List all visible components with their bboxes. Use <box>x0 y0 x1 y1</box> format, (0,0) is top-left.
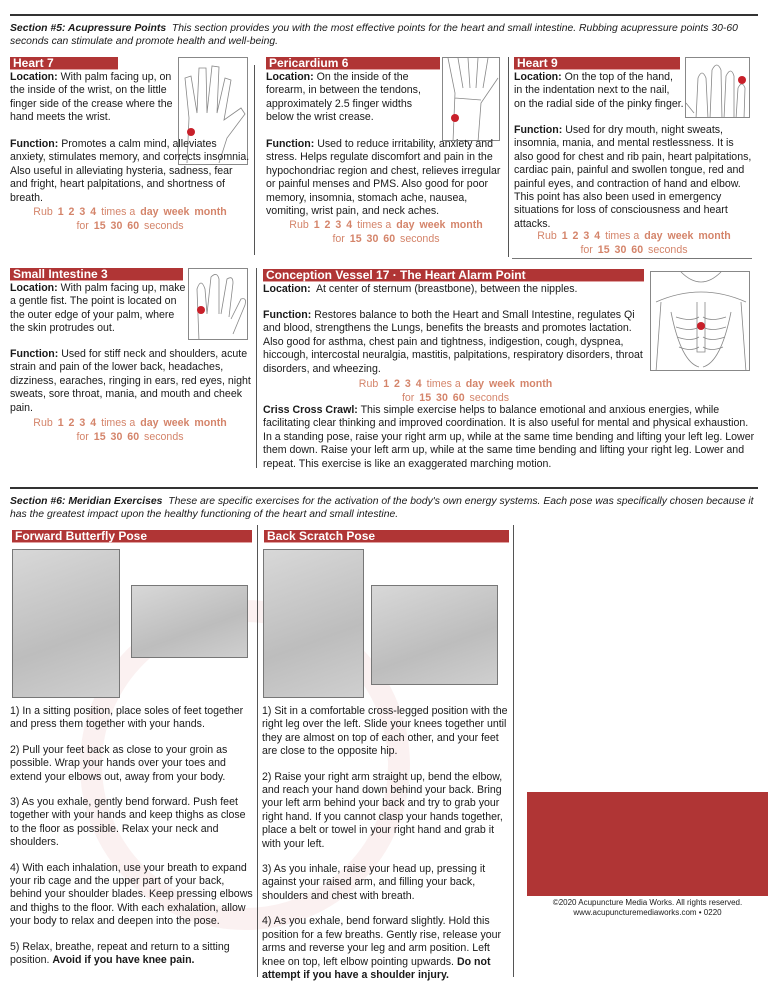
rub-count-option: 3 <box>335 219 342 231</box>
heart7-location-text: With palm facing up, on the inside of the wrist, on the little finger side of the crease where the hand meets the wrist. <box>10 71 173 124</box>
for-label: for <box>332 232 345 245</box>
pericardium6-point-marker <box>451 114 459 122</box>
rub-frequency-line <box>266 219 506 233</box>
duration-option: 60 <box>452 391 465 404</box>
heart7-function <box>10 138 250 205</box>
section5-intro <box>10 22 754 48</box>
butterfly-step-text: 5) Relax, breathe, repeat and return to a sitting position. <box>10 940 230 967</box>
section6-title: Section #6: Meridian Exercises <box>10 496 163 507</box>
function-label: Function: <box>263 309 312 321</box>
heart9-header: Heart 9 <box>514 57 680 70</box>
rub-duration-line <box>10 431 250 445</box>
column-divider <box>254 65 255 255</box>
si3-header: Small Intestine 3 <box>10 268 183 281</box>
duration-option: 15 <box>419 391 432 404</box>
period-option: month <box>519 378 553 390</box>
butterfly-header: Forward Butterfly Pose <box>12 530 252 543</box>
rub-count-option: 1 <box>561 230 568 242</box>
section6-text: These are specific exercises for the activation of the body's own energy systems. Each pose was specifically chosen because it has the greatest impact upon the healthy functioning of the heart and small intestine. <box>10 496 754 520</box>
column-divider <box>513 525 514 977</box>
si3-location <box>10 282 186 336</box>
butterfly-warning: Avoid if you have knee pain. <box>52 954 195 967</box>
rub-count-option: 4 <box>594 230 601 242</box>
heart9-function <box>514 124 754 231</box>
duration-option: 30 <box>436 391 448 404</box>
seconds-label: seconds <box>400 232 440 245</box>
rub-count-option: 1 <box>57 206 64 218</box>
seconds-label: seconds <box>144 219 184 232</box>
times-label: times a <box>605 230 640 242</box>
rub-count-option: 1 <box>383 378 390 390</box>
backscratch-step-text: 4) As you exhale, bend forward slightly. Hold this position for a few breaths. Gently rise, release your arms and reverse your leg and arm position. Left knee on top, left elbow pointing upwards. <box>262 915 502 968</box>
heart9-point-marker <box>738 76 746 84</box>
rub-count-option: 2 <box>572 230 579 242</box>
seconds-label: seconds <box>469 391 510 404</box>
cv17-header: Conception Vessel 17 · The Heart Alarm Point <box>263 269 644 282</box>
period-option: month <box>194 206 227 218</box>
pericardium6-function <box>266 138 506 218</box>
butterfly-steps <box>10 705 254 968</box>
backscratch-header: Back Scratch Pose <box>264 530 509 543</box>
backscratch-step: 1) Sit in a comfortable cross-legged position with the right leg over the left. Slide your knees together until they are almost on top of each other, and your feet are close to the opposite hip. <box>262 705 508 758</box>
heart9-location <box>514 71 684 111</box>
column-divider <box>508 57 509 257</box>
period-option: month <box>450 219 483 231</box>
butterfly-step: 2) Pull your feet back as close to your groin as possible. Wrap your hands over your toes and extend your elbows out, away from your body. <box>10 743 228 783</box>
function-label: Function: <box>266 138 315 150</box>
rub-count-option: 3 <box>404 378 411 390</box>
si3-rub-schedule <box>10 417 250 444</box>
copyright-text: ©2020 Acupuncture Media Works. All rights reserved. <box>552 898 743 907</box>
rub-count-option: 1 <box>313 219 320 231</box>
si3-hand-illustration <box>188 268 248 340</box>
rub-label: Rub <box>358 378 379 390</box>
rub-duration-line <box>266 233 506 247</box>
rub-label: Rub <box>33 206 53 218</box>
butterfly-step: 1) In a sitting position, place soles of feet together and press them together with your hands. <box>10 705 244 731</box>
cv17-rub-schedule <box>263 378 648 405</box>
duration-option: 60 <box>127 430 140 443</box>
pericardium6-header: Pericardium 6 <box>266 57 440 70</box>
times-label: times a <box>101 206 136 218</box>
rub-label: Rub <box>289 219 309 231</box>
heart9-hand-illustration <box>685 57 750 118</box>
period-option: week <box>163 417 190 429</box>
duration-option: 15 <box>349 232 362 245</box>
rub-count-option: 2 <box>324 219 331 231</box>
heart7-point-marker <box>187 128 195 136</box>
rub-frequency-line <box>10 417 250 431</box>
location-label: Location: <box>10 282 58 294</box>
section5-text: This section provides you with the most effective points for the heart and small intestine. Rubbing acupressure points 30-60 seconds can stimulate and promote health and well-being. <box>10 23 738 47</box>
rub-duration-line <box>514 244 754 258</box>
period-option: day <box>644 230 663 242</box>
pericardium6-location <box>266 71 442 125</box>
backscratch-photo-forward <box>371 585 498 685</box>
section6-intro <box>10 495 754 521</box>
si3-function-text: Used for stiff neck and shoulders, acute strain and pain of the lower back, headaches, dizziness, earaches, ringing in ears, red eyes, night sweats, sore throat, mania, and mouth and cheek pain. <box>10 348 251 414</box>
duration-option: 30 <box>366 232 379 245</box>
cv17-location-text: At center of sternum (breastbone), between the nipples. <box>315 283 578 295</box>
heart9-rub-schedule <box>514 230 754 257</box>
duration-option: 30 <box>614 243 627 256</box>
footer <box>527 898 768 918</box>
backscratch-step <box>262 915 508 982</box>
butterfly-step <box>10 941 254 968</box>
rub-count-option: 4 <box>346 219 353 231</box>
backscratch-step: 2) Raise your right arm straight up, bend the elbow, and reach your hand down behind your back. Bring your left arm behind your back and try to grab your right hand. If you cannot clasp your hands together, place a belt or towel in your right hand and grab it with your left. <box>262 770 503 850</box>
pericardium6-function-text: Used to reduce irritability, anxiety and stress. Helps regulate discomfort and pain in the hypochondriac region and chest, relieves irregular or painful menses and PMS. Also good for poor memory, insomnia, stomach ache, nausea, vomiting, wrist pain, and neck aches. <box>266 138 501 218</box>
rub-duration-line <box>263 392 648 406</box>
period-option: month <box>194 417 227 429</box>
rub-count-option: 1 <box>57 417 64 429</box>
cv17-chest-illustration <box>650 271 750 371</box>
for-label: for <box>580 243 593 256</box>
for-label: for <box>401 391 415 404</box>
period-option: week <box>163 206 190 218</box>
rub-count-option: 3 <box>79 417 86 429</box>
times-label: times a <box>426 378 461 390</box>
butterfly-step: 4) With each inhalation, use your breath to expand your rib cage and the upper part of your back, behind your shoulder blades. Keep pressing elbows and thighs to the floor. With each exhalation, allow your body to relax and deepen into the pose. <box>10 861 253 928</box>
period-option: week <box>419 219 446 231</box>
location-label: Location: <box>514 71 562 83</box>
seconds-label: seconds <box>144 430 184 443</box>
cv17-location <box>263 283 648 296</box>
pericardium6-rub-schedule <box>266 219 506 246</box>
rub-duration-line <box>10 220 250 234</box>
top-rule <box>10 14 758 16</box>
rub-count-option: 3 <box>583 230 590 242</box>
function-label: Function: <box>10 348 59 360</box>
rub-count-option: 2 <box>68 417 75 429</box>
butterfly-step: 3) As you exhale, gently bend forward. Push feet together with your hands and keep thighs as close to the floor as possible. Relax your neck and shoulders. <box>10 796 246 849</box>
section6-rule <box>10 487 758 489</box>
heart7-function-text: Promotes a calm mind, alleviates anxiety, stimulates memory, and corrects insomnia. Also useful in alleviating hysteria, sadness, fear and fright, heart palpitations, and shortness of breath. <box>10 138 250 204</box>
duration-option: 60 <box>127 219 140 232</box>
heart7-location <box>10 71 176 125</box>
period-option: week <box>667 230 694 242</box>
butterfly-photo-sitting <box>12 549 120 698</box>
function-label: Function: <box>10 138 59 150</box>
website-text: www.acupuncturemediaworks.com • 0220 <box>573 908 722 917</box>
location-label: Location: <box>266 71 314 83</box>
duration-option: 60 <box>631 243 644 256</box>
heart9-bottom-rule <box>512 258 752 259</box>
duration-option: 15 <box>93 430 106 443</box>
rub-label: Rub <box>537 230 557 242</box>
times-label: times a <box>357 219 392 231</box>
duration-option: 15 <box>93 219 106 232</box>
pericardium6-location-text: On the inside of the forearm, in between the tendons, approximately 2.5 finger widths below the wrist crease. <box>266 71 421 124</box>
pericardium6-arm-illustration <box>442 57 500 141</box>
si3-point-marker <box>197 306 205 314</box>
heart9-function-text: Used for dry mouth, night sweats, insomnia, mania, and mental restlessness. It is also good for chest and rib pain, heart palpitations, cardiac pain, painful and swollen tongue, red and painful eyes, and contraction of hand and elbow. This point has also been used in emergency situations for loss of consciousness and heart attacks. <box>514 124 752 230</box>
period-option: day <box>140 417 159 429</box>
rub-count-option: 4 <box>415 378 422 390</box>
si3-function <box>10 348 252 415</box>
seconds-label: seconds <box>648 243 688 256</box>
criss-cross-crawl <box>263 404 758 471</box>
rub-count-option: 3 <box>79 206 86 218</box>
criss-cross-label: Criss Cross Crawl: <box>263 404 358 416</box>
section5-title: Section #5: Acupressure Points <box>10 23 167 34</box>
rub-label: Rub <box>33 417 53 429</box>
rub-count-option: 2 <box>394 378 400 390</box>
backscratch-steps <box>262 705 508 982</box>
cv17-function-text: Restores balance to both the Heart and Small Intestine, regulates Qi and blood, strengthens the Lungs, benefits the breasts and promotes lactation. Also good for asthma, chest pain and tightness, indigestion, cough, dyspnea, hiccough, intercostal neuralgia, mastitis, palpitations, respiratory disorders, throat disorders, and wheezing. <box>263 309 643 375</box>
heart7-rub-schedule <box>10 206 250 233</box>
column-divider <box>257 525 258 977</box>
times-label: times a <box>101 417 136 429</box>
backscratch-warning: Do not attempt if you have a shoulder injury. <box>262 955 491 981</box>
rub-frequency-line <box>514 230 754 244</box>
rub-count-option: 4 <box>90 417 97 429</box>
period-option: day <box>140 206 159 218</box>
backscratch-step: 3) As you inhale, raise your head up, pressing it against your raised arm, and filling your back, shoulders and chest with breath. <box>262 863 486 902</box>
butterfly-photo-forward <box>131 585 248 658</box>
duration-option: 60 <box>383 232 396 245</box>
function-label: Function: <box>514 124 563 136</box>
for-label: for <box>76 430 89 443</box>
period-option: week <box>488 378 515 390</box>
heart7-header: Heart 7 <box>10 57 118 70</box>
heart9-location-text: On the top of the hand, in the indentation next to the nail, on the radial side of the pinky finger. <box>514 71 684 110</box>
column-divider <box>256 268 257 468</box>
rub-frequency-line <box>263 378 648 392</box>
duration-option: 30 <box>110 430 123 443</box>
duration-option: 15 <box>597 243 610 256</box>
rub-count-option: 4 <box>90 206 97 218</box>
cv17-function <box>263 309 648 376</box>
period-option: day <box>465 378 484 390</box>
criss-cross-text: This simple exercise helps to balance emotional and anxious energies, while facilitating clear thinking and improved coordination. It is also useful for mental and physical exhaustion. In a standing pose, raise your right arm up, while at the same time bending and lifting your left leg. Lower them down. Raise your left arm up, while at the same time bending and lifting your right leg. Lower and repeat. This exercise is like an exaggerated marching motion. <box>263 404 755 470</box>
location-label: Location: <box>263 283 311 295</box>
rub-count-option: 2 <box>68 206 75 218</box>
location-label: Location: <box>10 71 58 83</box>
period-option: day <box>396 219 415 231</box>
for-label: for <box>76 219 89 232</box>
si3-location-text: With palm facing up, make a gentle fist. The point is located on the outer edge of your palm, where the skin protrudes out. <box>10 282 186 335</box>
cv17-point-marker <box>697 322 705 330</box>
duration-option: 30 <box>110 219 123 232</box>
backscratch-photo-upright <box>263 549 364 698</box>
period-option: month <box>698 230 731 242</box>
rub-frequency-line <box>10 206 250 220</box>
red-brand-block <box>527 792 768 896</box>
